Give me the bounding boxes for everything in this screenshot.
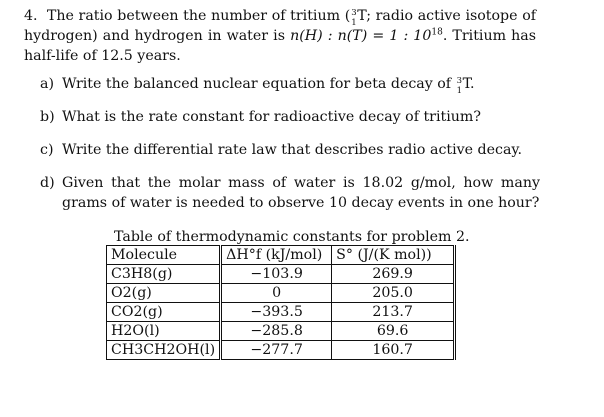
entropy-cell: 205.0 (332, 284, 455, 303)
tritium-isotope-notation (456, 76, 463, 96)
question-parts-list (40, 74, 540, 213)
isotope-atomic-number: 1 (351, 18, 357, 28)
table-row (107, 341, 455, 360)
question-part-a (40, 74, 540, 94)
problem-intro-1: The ratio between the number of tritium ( (46, 8, 351, 24)
entropy-cell: 69.6 (332, 322, 455, 341)
header-enthalpy: ΔH°f (kJ/mol) (221, 246, 332, 265)
entropy-cell: 269.9 (332, 265, 455, 284)
table-header-row (107, 246, 455, 265)
table-row (107, 303, 455, 322)
table-row (107, 322, 455, 341)
enthalpy-cell: −285.8 (221, 322, 332, 341)
isotope-symbol: T (357, 8, 367, 24)
table-caption: Table of thermodynamic constants for problem 2. (114, 229, 470, 245)
table-row (107, 284, 455, 303)
enthalpy-cell: −393.5 (221, 303, 332, 322)
header-molecule: Molecule (107, 246, 221, 265)
molecule-cell: CO2(g) (107, 303, 221, 322)
molecule-cell: H2O(l) (107, 322, 221, 341)
entropy-cell: 213.7 (332, 303, 455, 322)
isotope-mass-number: 3 (456, 76, 462, 86)
problem-intro-2: ; radio active isotope of hydrogen) and hydrogen in water is (24, 8, 536, 44)
part-letter: c) (40, 142, 54, 158)
enthalpy-cell: −277.7 (221, 341, 332, 360)
question-part-b (40, 107, 540, 127)
problem-intro-3: . Tritium has half-life of 12.5 years. (24, 28, 537, 64)
table-row (107, 265, 455, 284)
enthalpy-cell: 0 (221, 284, 332, 303)
part-b-text: What is the rate constant for radioactive decay of tritium? (62, 109, 481, 125)
problem-number: 4. (24, 8, 38, 24)
isotope-mass-number: 3 (351, 8, 357, 18)
entropy-cell: 160.7 (332, 341, 455, 360)
enthalpy-cell: −103.9 (221, 265, 332, 284)
question-part-d (40, 173, 540, 213)
ratio-exponent: 18 (431, 27, 443, 38)
molecule-cell: O2(g) (107, 284, 221, 303)
part-d-text: Given that the molar mass of water is 18.02 g/mol, how many grams of water is needed to observe 10 decay events in one hour? (62, 175, 540, 211)
question-part-c (40, 140, 540, 160)
molecule-cell: CH3CH2OH(l) (107, 341, 221, 360)
part-letter: b) (40, 109, 55, 125)
part-letter: d) (40, 175, 55, 191)
isotope-atomic-number: 1 (456, 86, 462, 96)
tritium-isotope-notation (350, 8, 357, 28)
thermodynamic-table-section (106, 229, 470, 360)
thermodynamic-constants-table (106, 245, 456, 360)
part-c-text: Write the differential rate law that describes radio active decay. (62, 142, 523, 158)
part-a-text-2: . (469, 76, 475, 92)
problem-statement (24, 6, 536, 66)
table-body (107, 265, 455, 360)
ratio-expression: n(H) : n(T) = 1 : 10 (290, 28, 432, 44)
part-letter: a) (40, 76, 54, 92)
isotope-symbol: T (462, 76, 470, 92)
header-entropy: S° (J/(K mol)) (332, 246, 455, 265)
molecule-cell: C3H8(g) (107, 265, 221, 284)
part-a-text-1: Write the balanced nuclear equation for beta decay of (62, 76, 456, 92)
